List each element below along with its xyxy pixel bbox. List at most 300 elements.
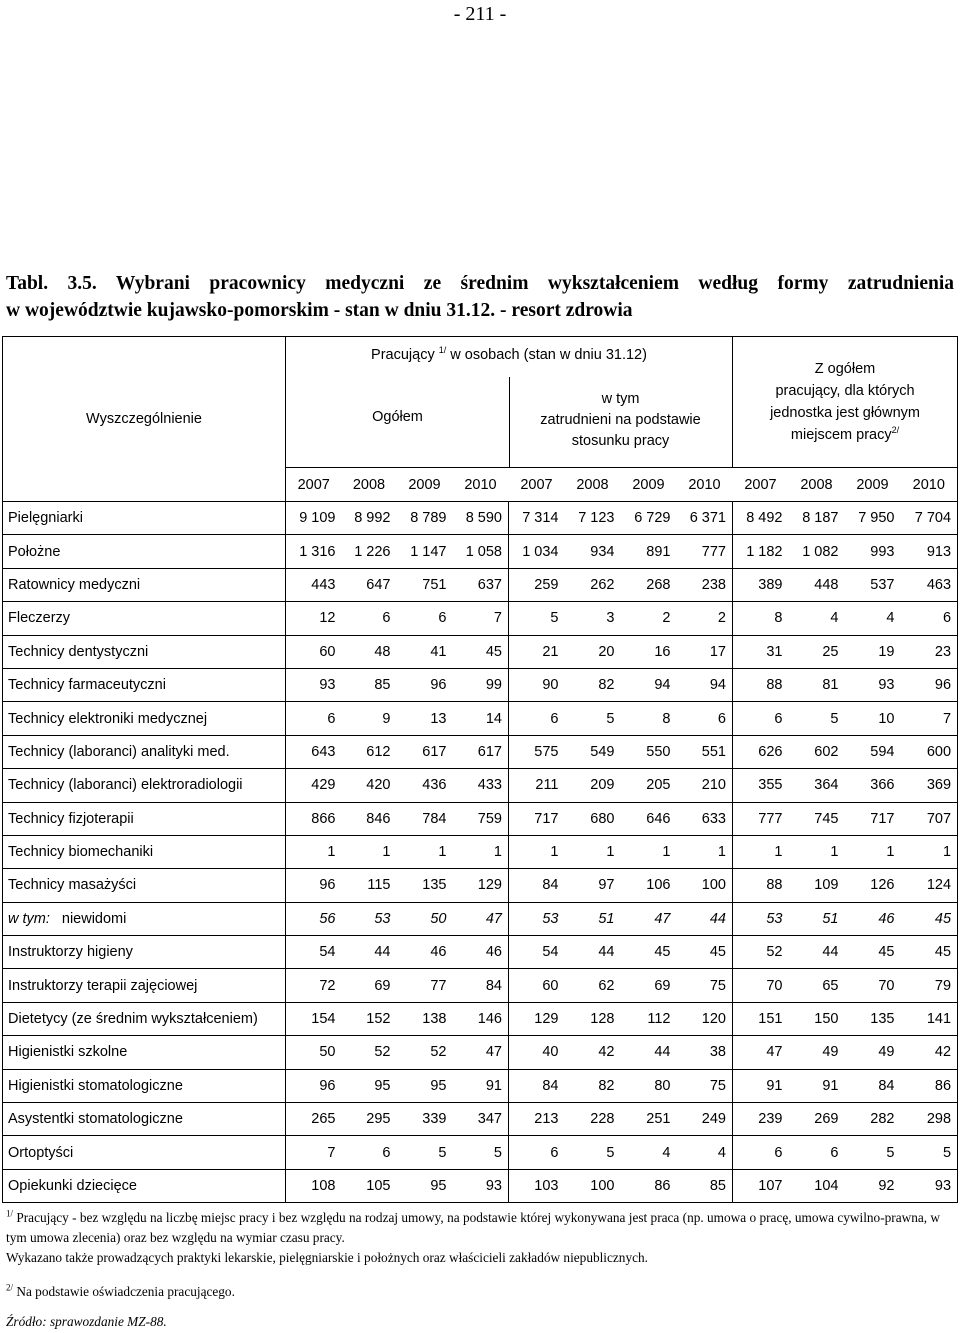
table-cell: 1	[453, 835, 509, 868]
table-cell: 45	[901, 936, 958, 969]
page-number: - 211 -	[453, 3, 507, 25]
table-cell: 433	[453, 769, 509, 802]
header-employed	[509, 389, 732, 452]
table-row	[3, 1036, 958, 1069]
table-cell: 42	[565, 1036, 621, 1069]
row-label: Technicy masażyści	[3, 869, 286, 902]
table-cell: 1	[789, 835, 845, 868]
table-cell: 45	[845, 936, 901, 969]
table-cell: 90	[509, 668, 565, 701]
table-cell: 1 226	[342, 535, 397, 568]
row-label: Technicy elektroniki medycznej	[3, 702, 286, 735]
table-cell: 81	[789, 668, 845, 701]
table-cell: 51	[565, 902, 621, 935]
table-cell: 13	[397, 702, 453, 735]
table-cell: 141	[901, 1002, 958, 1035]
table-cell: 23	[901, 635, 958, 668]
table-cell: 105	[342, 1169, 397, 1202]
table-cell: 647	[342, 568, 397, 601]
table-cell: 7 314	[509, 502, 565, 535]
year-header: 2010	[453, 468, 509, 502]
table-cell: 6	[901, 602, 958, 635]
table-cell: 47	[621, 902, 677, 935]
table-cell: 550	[621, 735, 677, 768]
table-cell: 88	[733, 869, 789, 902]
table-cell: 1	[901, 835, 958, 868]
table-cell: 298	[901, 1103, 958, 1136]
year-header: 2008	[565, 468, 621, 502]
footnote-1-text: Pracujący - bez względu na liczbę miejsc pracy i bez względu na rodzaj umowy, na podstawie której wykonywana jest praca (np. umowa o pracę, umowa cywilno-prawna, w tym umowa zlecenia) oraz bez względu na wymiar czasu pracy.	[6, 1210, 941, 1245]
table-cell: 70	[845, 969, 901, 1002]
table-cell: 82	[565, 668, 621, 701]
table-cell: 84	[509, 1069, 565, 1102]
table-cell: 6	[342, 602, 397, 635]
table-cell: 85	[342, 668, 397, 701]
table-cell: 93	[845, 668, 901, 701]
row-label-prefix: w tym:	[8, 910, 50, 927]
table-cell: 50	[397, 902, 453, 935]
table-cell: 84	[845, 1069, 901, 1102]
table-cell: 6	[397, 602, 453, 635]
table-cell: 448	[789, 568, 845, 601]
header-total: Ogółem	[372, 409, 423, 425]
table-cell: 7	[453, 602, 509, 635]
row-label	[3, 902, 286, 935]
table-cell: 19	[845, 635, 901, 668]
table-cell: 259	[509, 568, 565, 601]
header-main-workplace	[733, 337, 958, 468]
row-label: Opiekunki dziecięce	[3, 1169, 286, 1202]
table-cell: 129	[509, 1002, 565, 1035]
row-label: Asystentki stomatologiczne	[3, 1103, 286, 1136]
table-cell: 53	[509, 902, 565, 935]
table-cell: 364	[789, 769, 845, 802]
table-cell: 1 034	[509, 535, 565, 568]
table-cell: 4	[845, 602, 901, 635]
table-cell: 128	[565, 1002, 621, 1035]
table-cell: 40	[509, 1036, 565, 1069]
data-table	[2, 336, 958, 1203]
row-label: Technicy dentystyczni	[3, 635, 286, 668]
table-cell: 91	[733, 1069, 789, 1102]
row-label: Technicy biomechaniki	[3, 835, 286, 868]
table-cell: 8 789	[397, 502, 453, 535]
table-cell: 95	[342, 1069, 397, 1102]
table-cell: 1 316	[286, 535, 342, 568]
table-cell: 96	[286, 869, 342, 902]
table-cell: 295	[342, 1103, 397, 1136]
table-cell: 54	[509, 936, 565, 969]
table-cell: 60	[509, 969, 565, 1002]
table-cell: 80	[621, 1069, 677, 1102]
table-cell: 50	[286, 1036, 342, 1069]
table-cell: 100	[677, 869, 733, 902]
table-cell: 54	[286, 936, 342, 969]
table-cell: 891	[621, 535, 677, 568]
row-label: Technicy (laboranci) elektroradiologii	[3, 769, 286, 802]
table-cell: 751	[397, 568, 453, 601]
table-cell: 60	[286, 635, 342, 668]
table-cell: 846	[342, 802, 397, 835]
header-working-group	[286, 337, 733, 468]
table-cell: 70	[733, 969, 789, 1002]
table-cell: 138	[397, 1002, 453, 1035]
table-cell: 443	[286, 568, 342, 601]
footnote-ref-2: 2/	[891, 425, 900, 436]
table-cell: 99	[453, 668, 509, 701]
table-cell: 8 590	[453, 502, 509, 535]
row-label-text: niewidomi	[61, 910, 127, 927]
table-cell: 366	[845, 769, 901, 802]
table-cell: 84	[453, 969, 509, 1002]
table-cell: 680	[565, 802, 621, 835]
table-cell: 135	[845, 1002, 901, 1035]
table-cell: 6	[509, 702, 565, 735]
table-cell: 1	[845, 835, 901, 868]
table-cell: 44	[342, 936, 397, 969]
year-header: 2007	[733, 468, 789, 502]
table-row	[3, 1169, 958, 1202]
table-cell: 420	[342, 769, 397, 802]
table-row	[3, 969, 958, 1002]
table-cell: 129	[453, 869, 509, 902]
table-cell: 8 492	[733, 502, 789, 535]
table-cell: 5	[565, 702, 621, 735]
table-cell: 20	[565, 635, 621, 668]
table-cell: 94	[621, 668, 677, 701]
table-row	[3, 602, 958, 635]
table-cell: 1	[621, 835, 677, 868]
header-main-line-3: jednostka jest głównym	[770, 405, 920, 421]
row-label: Technicy farmaceutyczni	[3, 668, 286, 701]
table-cell: 126	[845, 869, 901, 902]
year-header: 2007	[509, 468, 565, 502]
header-main-line-4: miejscem pracy$^{2/}$	[790, 425, 900, 443]
table-cell: 269	[789, 1103, 845, 1136]
table-cell: 97	[565, 869, 621, 902]
table-cell: 549	[565, 735, 621, 768]
table-title-line-1: Tabl. 3.5. Wybrani pracownicy medyczni ze średnim wykształceniem według formy zatrudnienia	[6, 273, 954, 294]
table-cell: 14	[453, 702, 509, 735]
row-label: Ortoptyści	[3, 1136, 286, 1169]
table-cell: 96	[397, 668, 453, 701]
table-cell: 8 187	[789, 502, 845, 535]
table-cell: 6	[509, 1136, 565, 1169]
table-cell: 617	[397, 735, 453, 768]
table-cell: 46	[453, 936, 509, 969]
table-cell: 369	[901, 769, 958, 802]
footnotes	[6, 1208, 956, 1332]
table-cell: 5	[453, 1136, 509, 1169]
table-cell: 637	[453, 568, 509, 601]
table-cell: 10	[845, 702, 901, 735]
table-row	[3, 635, 958, 668]
table-row	[3, 735, 958, 768]
header-employed-line-3: stosunku pracy	[571, 433, 670, 449]
table-cell: 108	[286, 1169, 342, 1202]
row-label: Położne	[3, 535, 286, 568]
table-cell: 777	[733, 802, 789, 835]
table-cell: 115	[342, 869, 397, 902]
header-row	[3, 337, 958, 468]
table-cell: 6 729	[621, 502, 677, 535]
table-cell: 93	[453, 1169, 509, 1202]
table-cell: 600	[901, 735, 958, 768]
table-cell: 262	[565, 568, 621, 601]
table-row	[3, 568, 958, 601]
table-cell: 251	[621, 1103, 677, 1136]
row-label: Pielęgniarki	[3, 502, 286, 535]
table-row	[3, 668, 958, 701]
row-label: Technicy fizjoterapii	[3, 802, 286, 835]
table-cell: 9 109	[286, 502, 342, 535]
table-cell: 103	[509, 1169, 565, 1202]
table-cell: 6	[733, 1136, 789, 1169]
year-header: 2010	[677, 468, 733, 502]
row-label: Technicy (laboranci) analityki med.	[3, 735, 286, 768]
footnote-2	[6, 1282, 956, 1302]
table-cell: 626	[733, 735, 789, 768]
table-cell: 7 950	[845, 502, 901, 535]
header-working-label: Pracujący	[371, 347, 435, 363]
table-cell: 38	[677, 1036, 733, 1069]
footnote-1-marker: 1/	[6, 1208, 14, 1219]
table-cell: 347	[453, 1103, 509, 1136]
table-cell: 643	[286, 735, 342, 768]
table-cell: 5	[509, 602, 565, 635]
year-header: 2008	[789, 468, 845, 502]
table-row	[3, 936, 958, 969]
table-cell: 46	[397, 936, 453, 969]
table-cell: 7	[286, 1136, 342, 1169]
table-cell: 745	[789, 802, 845, 835]
table-cell: 95	[397, 1069, 453, 1102]
table-title-line-2: w województwie kujawsko-pomorskim - stan w dniu 31.12. - resort zdrowia	[6, 300, 633, 321]
table-cell: 42	[901, 1036, 958, 1069]
header-main-line-1: Z ogółem	[814, 361, 876, 377]
table-cell: 72	[286, 969, 342, 1002]
footnote-2-text: Na podstawie oświadczenia pracującego.	[16, 1284, 235, 1299]
table-cell: 94	[677, 668, 733, 701]
table-cell: 646	[621, 802, 677, 835]
table-cell: 436	[397, 769, 453, 802]
footnote-ref-1: 1/	[438, 345, 447, 356]
table-row	[3, 502, 958, 535]
table-cell: 5	[565, 1136, 621, 1169]
table-cell: 86	[901, 1069, 958, 1102]
table-cell: 6	[733, 702, 789, 735]
table-cell: 1 182	[733, 535, 789, 568]
table-cell: 777	[677, 535, 733, 568]
table-cell: 49	[789, 1036, 845, 1069]
table-cell: 96	[901, 668, 958, 701]
table-cell: 1 058	[453, 535, 509, 568]
row-label: Ratownicy medyczni	[3, 568, 286, 601]
table-cell: 151	[733, 1002, 789, 1035]
table-cell: 211	[509, 769, 565, 802]
table-cell: 31	[733, 635, 789, 668]
table-row	[3, 902, 958, 935]
table-cell: 2	[677, 602, 733, 635]
table-cell: 934	[565, 535, 621, 568]
table-cell: 6	[342, 1136, 397, 1169]
table-cell: 575	[509, 735, 565, 768]
table-cell: 124	[901, 869, 958, 902]
table-cell: 52	[733, 936, 789, 969]
table-cell: 100	[565, 1169, 621, 1202]
table-cell: 53	[733, 902, 789, 935]
header-working-title	[286, 347, 732, 363]
table-cell: 45	[677, 936, 733, 969]
table-body	[3, 502, 958, 1203]
table-cell: 46	[845, 902, 901, 935]
table-cell: 5	[901, 1136, 958, 1169]
table-row	[3, 769, 958, 802]
table-cell: 993	[845, 535, 901, 568]
table-cell: 56	[286, 902, 342, 935]
table-cell: 106	[621, 869, 677, 902]
table-cell: 154	[286, 1002, 342, 1035]
header-main-line-2: pracujący, dla których	[775, 383, 915, 399]
table-cell: 355	[733, 769, 789, 802]
table-cell: 612	[342, 735, 397, 768]
row-label: Instruktorzy higieny	[3, 936, 286, 969]
table-cell: 62	[565, 969, 621, 1002]
row-label: Higienistki szkolne	[3, 1036, 286, 1069]
table-cell: 49	[845, 1036, 901, 1069]
table-cell: 759	[453, 802, 509, 835]
footnote-2-marker: 2/	[6, 1282, 14, 1293]
table-cell: 41	[397, 635, 453, 668]
table-cell: 47	[453, 902, 509, 935]
table-cell: 1	[565, 835, 621, 868]
table-cell: 1	[509, 835, 565, 868]
table-row	[3, 1002, 958, 1035]
year-header: 2009	[621, 468, 677, 502]
table-cell: 91	[789, 1069, 845, 1102]
footnote-1-extra: Wykazano także prowadzących praktyki lekarskie, pielęgniarskie i położnych oraz właścicieli zakładów niepublicznych.	[6, 1250, 648, 1265]
table-cell: 339	[397, 1103, 453, 1136]
table-cell: 617	[453, 735, 509, 768]
table-cell: 4	[789, 602, 845, 635]
table-cell: 551	[677, 735, 733, 768]
table-cell: 45	[901, 902, 958, 935]
table-row	[3, 869, 958, 902]
table-cell: 3	[565, 602, 621, 635]
table-cell: 6 371	[677, 502, 733, 535]
table-cell: 602	[789, 735, 845, 768]
table-cell: 282	[845, 1103, 901, 1136]
year-header: 2009	[845, 468, 901, 502]
table-cell: 784	[397, 802, 453, 835]
table-row	[3, 1103, 958, 1136]
table-cell: 429	[286, 769, 342, 802]
table-cell: 112	[621, 1002, 677, 1035]
table-cell: 51	[789, 902, 845, 935]
table-cell: 25	[789, 635, 845, 668]
table-cell: 228	[565, 1103, 621, 1136]
table-cell: 53	[342, 902, 397, 935]
table-row	[3, 535, 958, 568]
table-cell: 210	[677, 769, 733, 802]
table-cell: 866	[286, 802, 342, 835]
table-cell: 537	[845, 568, 901, 601]
table-row	[3, 1069, 958, 1102]
table-cell: 92	[845, 1169, 901, 1202]
table-cell: 135	[397, 869, 453, 902]
table-cell: 2	[621, 602, 677, 635]
table-cell: 45	[453, 635, 509, 668]
table-cell: 717	[845, 802, 901, 835]
row-label: Higienistki stomatologiczne	[3, 1069, 286, 1102]
source-note: Źródło: sprawozdanie MZ-88.	[6, 1314, 167, 1329]
table-cell: 9	[342, 702, 397, 735]
table-cell: 249	[677, 1103, 733, 1136]
table-cell: 79	[901, 969, 958, 1002]
table-cell: 238	[677, 568, 733, 601]
footnote-1	[6, 1208, 956, 1248]
table-cell: 389	[733, 568, 789, 601]
table-cell: 77	[397, 969, 453, 1002]
table-cell: 1	[733, 835, 789, 868]
row-label: Fleczerzy	[3, 602, 286, 635]
table-cell: 463	[901, 568, 958, 601]
table-cell: 7 704	[901, 502, 958, 535]
table-cell: 48	[342, 635, 397, 668]
table-cell: 84	[509, 869, 565, 902]
table-cell: 268	[621, 568, 677, 601]
table-cell: 1	[342, 835, 397, 868]
table-cell: 44	[789, 936, 845, 969]
table-cell: 8	[733, 602, 789, 635]
table-cell: 75	[677, 969, 733, 1002]
table-cell: 96	[286, 1069, 342, 1102]
table-cell: 1 147	[397, 535, 453, 568]
table-cell: 69	[621, 969, 677, 1002]
table-cell: 95	[397, 1169, 453, 1202]
table-cell: 213	[509, 1103, 565, 1136]
table-cell: 88	[733, 668, 789, 701]
year-header: 2009	[397, 468, 453, 502]
table-cell: 913	[901, 535, 958, 568]
table-cell: 6	[677, 702, 733, 735]
table-cell: 69	[342, 969, 397, 1002]
table-cell: 239	[733, 1103, 789, 1136]
table-cell: 1	[286, 835, 342, 868]
year-header: 2008	[342, 468, 397, 502]
table-cell: 17	[677, 635, 733, 668]
header-stub: Wyszczególnienie	[3, 337, 286, 502]
table-cell: 8	[621, 702, 677, 735]
table-row	[3, 702, 958, 735]
table-cell: 52	[397, 1036, 453, 1069]
table-cell: 65	[789, 969, 845, 1002]
table-cell: 21	[509, 635, 565, 668]
table-cell: 633	[677, 802, 733, 835]
header-employed-line-2: zatrudnieni na podstawie	[540, 412, 701, 428]
table-cell: 4	[621, 1136, 677, 1169]
table-cell: 152	[342, 1002, 397, 1035]
table-cell: 93	[286, 668, 342, 701]
table-cell: 707	[901, 802, 958, 835]
table-cell: 7 123	[565, 502, 621, 535]
table-cell: 109	[789, 869, 845, 902]
row-label: Dietetycy (ze średnim wykształceniem)	[3, 1002, 286, 1035]
table-cell: 16	[621, 635, 677, 668]
table-cell: 45	[621, 936, 677, 969]
table-cell: 85	[677, 1169, 733, 1202]
table-cell: 5	[397, 1136, 453, 1169]
